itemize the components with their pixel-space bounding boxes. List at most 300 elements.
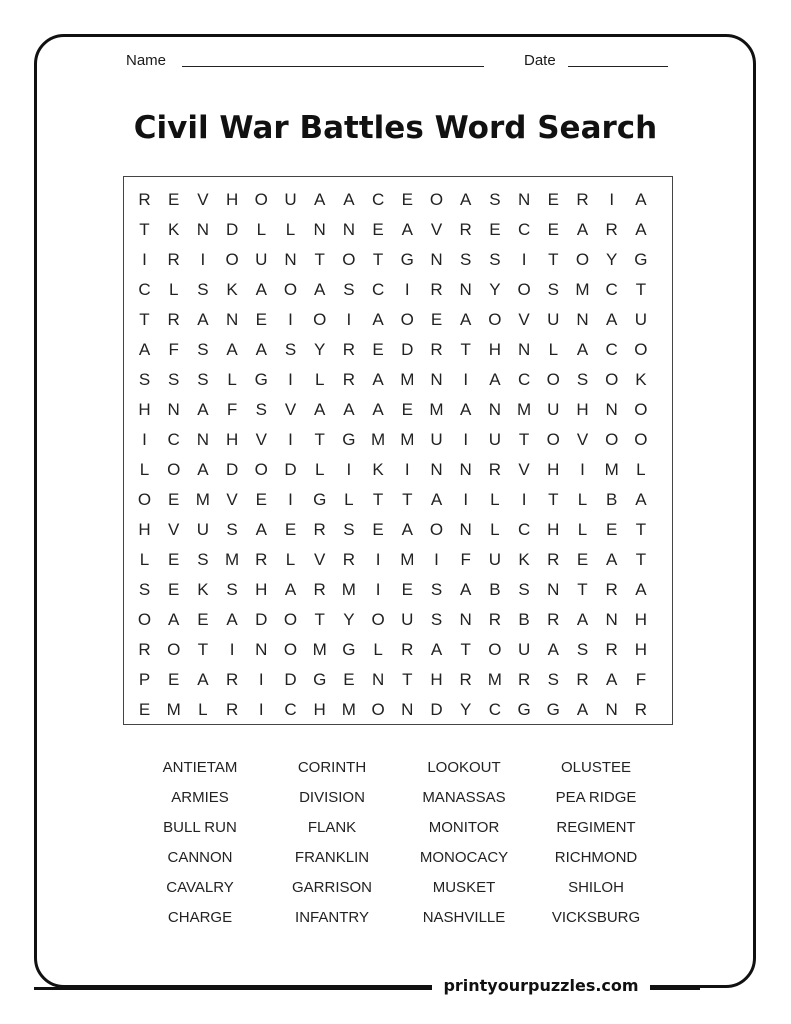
grid-letter: A <box>635 580 647 599</box>
grid-letter: R <box>605 220 618 239</box>
grid-letter: H <box>255 580 268 599</box>
grid-letter: S <box>197 370 209 389</box>
grid-letter: D <box>401 340 414 359</box>
name-field-line <box>182 66 484 67</box>
grid-letter: V <box>518 460 530 479</box>
grid-letter: O <box>254 190 268 209</box>
grid-letter: S <box>547 280 559 299</box>
grid-letter: A <box>197 460 209 479</box>
word-list-item: MONOCACY <box>419 849 509 866</box>
grid-letter: E <box>401 400 413 419</box>
grid-letter: D <box>225 220 239 239</box>
grid-letter: R <box>430 340 443 359</box>
grid-letter: T <box>635 280 647 299</box>
grid-letter: A <box>460 580 472 599</box>
grid-letter: O <box>575 250 590 269</box>
grid-letter: R <box>255 550 268 569</box>
grid-letter: T <box>460 340 471 359</box>
grid-letter: A <box>343 400 355 419</box>
grid-letter: A <box>460 310 472 329</box>
grid-letter: M <box>604 460 619 479</box>
grid-letter: E <box>372 340 384 359</box>
grid-letter: I <box>229 640 235 659</box>
grid-letter: N <box>430 370 443 389</box>
grid-letter: O <box>400 310 414 329</box>
word-list-item: MUSKET <box>432 879 496 896</box>
grid-letter: N <box>459 460 472 479</box>
grid-letter: A <box>255 340 267 359</box>
grid-letter: O <box>605 370 619 389</box>
grid-letter: A <box>138 340 151 359</box>
grid-letter: C <box>138 280 151 299</box>
grid-letter: N <box>342 220 356 239</box>
grid-letter: C <box>371 190 385 209</box>
grid-letter: G <box>634 250 648 269</box>
grid-letter: U <box>401 610 414 629</box>
grid-letter: D <box>430 700 443 719</box>
grid-letter: R <box>167 310 180 329</box>
grid-letter: I <box>434 550 439 569</box>
grid-letter: E <box>284 520 297 539</box>
grid-letter: O <box>225 250 239 269</box>
grid-letter: A <box>314 190 326 209</box>
grid-letter: C <box>488 700 502 719</box>
grid-letter: A <box>635 190 647 209</box>
date-field-line <box>568 66 668 67</box>
grid-letter: S <box>138 370 151 389</box>
grid-letter: T <box>197 640 209 659</box>
grid-letter: B <box>606 490 618 509</box>
grid-letter: H <box>634 640 648 659</box>
word-list-item: CAVALRY <box>166 879 234 896</box>
name-label: Name <box>126 52 167 69</box>
grid-letter: H <box>547 520 560 539</box>
grid-letter: S <box>343 520 355 539</box>
grid-letter: H <box>225 430 239 449</box>
grid-letter: T <box>460 640 471 659</box>
grid-letter: V <box>255 430 267 449</box>
grid-letter: I <box>258 700 264 719</box>
grid-letter: I <box>142 250 147 269</box>
grid-letter: L <box>256 220 267 239</box>
grid-letter: L <box>285 550 296 569</box>
grid-letter: R <box>634 700 648 719</box>
grid-letter: E <box>547 220 559 239</box>
grid-letter: L <box>577 520 588 539</box>
grid-letter: M <box>312 640 327 659</box>
grid-letter: R <box>342 550 356 569</box>
date-label: Date <box>524 52 556 69</box>
grid-letter: U <box>430 430 443 449</box>
grid-letter: N <box>313 220 326 239</box>
grid-letter: A <box>606 670 618 689</box>
grid-letter: C <box>605 340 618 359</box>
grid-letter: M <box>341 580 356 599</box>
grid-letter: A <box>489 370 501 389</box>
grid-letter: A <box>197 310 209 329</box>
grid-letter: H <box>430 670 443 689</box>
grid-letter: E <box>401 190 413 209</box>
word-list-item: MANASSAS <box>422 789 506 806</box>
word-list-item: FLANK <box>307 819 357 836</box>
grid-letter: I <box>346 460 352 479</box>
grid-letter: R <box>401 640 414 659</box>
grid-letter: S <box>197 340 209 359</box>
grid-letter: S <box>489 190 501 209</box>
grid-letter: G <box>313 490 327 509</box>
grid-letter: E <box>168 190 180 209</box>
grid-letter: G <box>400 250 414 269</box>
grid-letter: M <box>341 700 356 719</box>
grid-letter: T <box>314 430 325 449</box>
grid-letter: I <box>521 490 527 509</box>
grid-letter: C <box>517 520 531 539</box>
grid-letter: S <box>197 550 209 569</box>
grid-letter: K <box>197 580 209 599</box>
grid-letter: I <box>375 580 381 599</box>
grid-letter: A <box>343 190 355 209</box>
grid-letter: N <box>196 430 210 449</box>
grid-letter: O <box>429 520 444 539</box>
grid-letter: A <box>255 280 267 299</box>
grid-letter: T <box>518 430 530 449</box>
grid-letter: I <box>463 430 469 449</box>
grid-letter: E <box>197 610 209 629</box>
word-list-item: NASHVILLE <box>422 909 506 926</box>
footer-site-label: printyourpuzzles.com <box>443 976 639 995</box>
grid-letter: N <box>225 310 239 329</box>
grid-letter: T <box>577 580 588 599</box>
word-list-item: MONITOR <box>428 819 500 836</box>
grid-letter: K <box>372 460 384 479</box>
grid-letter: U <box>255 250 268 269</box>
grid-letter: D <box>255 610 268 629</box>
grid-letter: N <box>167 400 180 419</box>
grid-letter: O <box>137 490 152 509</box>
grid-letter: L <box>577 490 588 509</box>
grid-letter: A <box>401 520 413 539</box>
grid-letter: O <box>634 400 648 419</box>
grid-letter: R <box>225 700 239 719</box>
grid-letter: N <box>196 220 210 239</box>
grid-letter: V <box>168 520 180 539</box>
grid-letter: V <box>576 430 589 449</box>
grid-letter: N <box>284 250 297 269</box>
grid-letter: C <box>605 280 618 299</box>
grid-letter: M <box>225 550 240 569</box>
grid-letter: H <box>488 340 502 359</box>
grid-letter: N <box>430 250 443 269</box>
grid-letter: T <box>139 310 150 329</box>
grid-letter: R <box>605 640 618 659</box>
grid-letter: R <box>488 610 502 629</box>
grid-letter: R <box>313 520 326 539</box>
grid-letter: I <box>258 670 264 689</box>
grid-letter: I <box>404 460 410 479</box>
grid-letter: O <box>137 610 152 629</box>
grid-letter: N <box>517 340 531 359</box>
grid-letter: E <box>489 220 501 239</box>
grid-letter: R <box>517 670 531 689</box>
grid-letter: G <box>546 700 560 719</box>
grid-letter: U <box>488 550 502 569</box>
word-list-item: FRANKLIN <box>294 849 370 866</box>
grid-letter: R <box>459 220 472 239</box>
page-title: Civil War Battles Word Search <box>133 110 658 146</box>
grid-letter: I <box>404 280 410 299</box>
grid-letter: A <box>576 220 589 239</box>
grid-letter: A <box>168 610 180 629</box>
grid-letter: V <box>197 190 209 209</box>
grid-letter: L <box>139 550 150 569</box>
grid-letter: F <box>635 670 647 689</box>
word-list-item: BULL RUN <box>163 819 237 836</box>
grid-letter: O <box>488 310 502 329</box>
grid-letter: L <box>490 490 500 509</box>
grid-letter: R <box>547 550 560 569</box>
grid-letter: T <box>372 490 384 509</box>
grid-letter: I <box>288 490 293 509</box>
grid-letter: N <box>430 460 443 479</box>
grid-letter: I <box>609 190 615 209</box>
grid-letter: A <box>576 610 589 629</box>
grid-letter: F <box>226 400 238 419</box>
grid-letter: I <box>346 310 352 329</box>
grid-letter: N <box>459 610 472 629</box>
grid-letter: I <box>288 310 293 329</box>
grid-letter: A <box>430 640 443 659</box>
word-list <box>134 759 662 939</box>
grid-letter: S <box>460 250 472 269</box>
grid-letter: N <box>605 700 618 719</box>
grid-letter: E <box>372 520 384 539</box>
grid-letter: G <box>517 700 531 719</box>
grid-letter: O <box>488 640 502 659</box>
grid-letter: O <box>283 640 298 659</box>
grid-letter: U <box>517 640 531 659</box>
grid-letter: V <box>518 310 530 329</box>
grid-letter: I <box>580 460 585 479</box>
grid-letter: K <box>168 220 180 239</box>
grid-letter: A <box>314 280 326 299</box>
grid-letter: S <box>284 340 297 359</box>
grid-letter: O <box>283 280 298 299</box>
grid-letter: E <box>168 670 180 689</box>
grid-letter: T <box>402 490 413 509</box>
grid-letter: A <box>197 670 209 689</box>
grid-letter: M <box>166 700 181 719</box>
grid-letter: M <box>487 670 502 689</box>
grid-letter: A <box>635 490 647 509</box>
grid-letter: L <box>314 460 325 479</box>
grid-letter: V <box>430 220 443 239</box>
grid-letter: U <box>547 310 560 329</box>
grid-letter: L <box>314 370 325 389</box>
grid-letter: R <box>459 670 472 689</box>
word-list-item: ANTIETAM <box>162 759 238 776</box>
grid-letter: A <box>284 580 297 599</box>
grid-letter: H <box>313 700 326 719</box>
grid-letter: E <box>255 490 267 509</box>
grid-letter: O <box>313 310 327 329</box>
word-list-item: ARMIES <box>171 789 229 806</box>
grid-letter: N <box>459 520 472 539</box>
grid-letter: N <box>459 280 472 299</box>
grid-letter: F <box>460 550 471 569</box>
grid-letter: C <box>517 370 531 389</box>
grid-letter: I <box>463 490 469 509</box>
grid-letter: R <box>138 190 151 209</box>
grid-letter: O <box>517 280 531 299</box>
grid-letter: A <box>226 340 238 359</box>
grid-letter: A <box>430 490 443 509</box>
grid-letter: H <box>225 190 239 209</box>
grid-letter: I <box>463 370 469 389</box>
grid-letter: R <box>488 460 502 479</box>
grid-letter: T <box>548 250 559 269</box>
grid-letter: O <box>167 640 181 659</box>
grid-letter: O <box>371 610 385 629</box>
grid-letter: R <box>430 280 443 299</box>
grid-letter: M <box>575 280 590 299</box>
grid-letter: K <box>518 550 530 569</box>
grid-letter: T <box>548 490 559 509</box>
grid-letter: G <box>313 670 327 689</box>
word-list-item: GARRISON <box>291 879 372 896</box>
grid-letter: A <box>635 220 647 239</box>
grid-letter: D <box>284 460 297 479</box>
grid-letter: U <box>547 400 560 419</box>
grid-letter: I <box>375 550 381 569</box>
grid-letter: Y <box>606 250 618 269</box>
grid-letter: A <box>372 400 384 419</box>
grid-letter: O <box>342 250 356 269</box>
grid-letter: A <box>314 400 326 419</box>
grid-letter: O <box>167 460 181 479</box>
grid-letter: E <box>138 700 151 719</box>
grid-letter: H <box>634 610 648 629</box>
grid-letter: Y <box>343 610 355 629</box>
grid-letter: R <box>605 580 618 599</box>
grid-letter: H <box>138 520 151 539</box>
grid-letter: A <box>372 370 384 389</box>
grid-letter: E <box>372 220 384 239</box>
grid-letter: L <box>227 370 237 389</box>
grid-letter: S <box>430 610 443 629</box>
grid-letter: H <box>576 400 589 419</box>
grid-letter: G <box>342 640 356 659</box>
grid-letter: N <box>605 400 618 419</box>
grid-letter: H <box>138 400 151 419</box>
grid-letter: O <box>283 610 298 629</box>
grid-letter: T <box>635 520 647 539</box>
grid-letter: V <box>314 550 326 569</box>
grid-letter: E <box>547 190 559 209</box>
grid-letter: A <box>460 190 472 209</box>
grid-letter: D <box>225 460 239 479</box>
grid-letter: L <box>636 460 646 479</box>
grid-letter: A <box>576 340 589 359</box>
grid-letter: O <box>546 430 560 449</box>
grid-letter: T <box>314 610 325 629</box>
grid-letter: E <box>255 310 267 329</box>
grid-letter: N <box>401 700 414 719</box>
grid-letter: I <box>200 250 206 269</box>
grid-letter: I <box>288 430 293 449</box>
grid-letter: F <box>168 340 179 359</box>
grid-letter: Y <box>460 700 472 719</box>
word-list-item: CANNON <box>167 849 233 866</box>
grid-letter: C <box>371 280 385 299</box>
grid-letter: L <box>285 220 296 239</box>
grid-letter: U <box>634 310 648 329</box>
grid-letter: M <box>400 550 415 569</box>
grid-letter: L <box>490 520 500 539</box>
grid-letter: D <box>284 670 297 689</box>
grid-letter: R <box>342 340 356 359</box>
grid-letter: P <box>138 670 151 689</box>
grid-letter: I <box>142 430 147 449</box>
grid-letter: R <box>313 580 326 599</box>
grid-letter: S <box>576 370 589 389</box>
grid-letter: L <box>344 490 354 509</box>
grid-letter: S <box>343 280 355 299</box>
grid-letter: S <box>226 520 238 539</box>
grid-letter: N <box>576 310 589 329</box>
grid-letter: O <box>634 430 648 449</box>
grid-letter: C <box>167 430 180 449</box>
word-list-item: DIVISION <box>299 789 365 806</box>
grid-letter: S <box>197 280 209 299</box>
word-list-item: OLUSTEE <box>560 759 632 776</box>
grid-letter: L <box>168 280 179 299</box>
grid-letter: E <box>343 670 355 689</box>
grid-letter: N <box>517 190 531 209</box>
word-list-item: REGIMENT <box>556 819 636 836</box>
grid-letter: N <box>547 580 560 599</box>
grid-letter: A <box>460 400 472 419</box>
grid-letter: C <box>284 700 297 719</box>
grid-letter: O <box>254 460 268 479</box>
grid-letter: A <box>372 310 384 329</box>
grid-letter: E <box>606 520 618 539</box>
footer-rule-right <box>650 987 700 990</box>
grid-letter: A <box>547 640 559 659</box>
grid-letter: S <box>547 670 559 689</box>
grid-letter: I <box>521 250 527 269</box>
grid-letter: A <box>606 310 618 329</box>
grid-letter: S <box>518 580 530 599</box>
footer-rule-left <box>34 987 432 990</box>
grid-letter: I <box>288 370 293 389</box>
grid-letter: S <box>576 640 589 659</box>
grid-letter: R <box>138 640 151 659</box>
grid-letter: S <box>168 370 180 389</box>
grid-letter: U <box>488 430 502 449</box>
word-list-item: PEA RIDGE <box>555 789 637 806</box>
grid-letter: O <box>371 700 385 719</box>
grid-letter: T <box>372 250 384 269</box>
grid-letter: S <box>226 580 238 599</box>
grid-letter: S <box>489 250 501 269</box>
grid-letter: B <box>518 610 530 629</box>
grid-letter: O <box>429 190 444 209</box>
grid-letter: E <box>168 490 180 509</box>
grid-letter: M <box>429 400 444 419</box>
word-list-item: RICHMOND <box>554 849 638 866</box>
grid-letter: N <box>605 610 618 629</box>
grid-letter: S <box>430 580 443 599</box>
